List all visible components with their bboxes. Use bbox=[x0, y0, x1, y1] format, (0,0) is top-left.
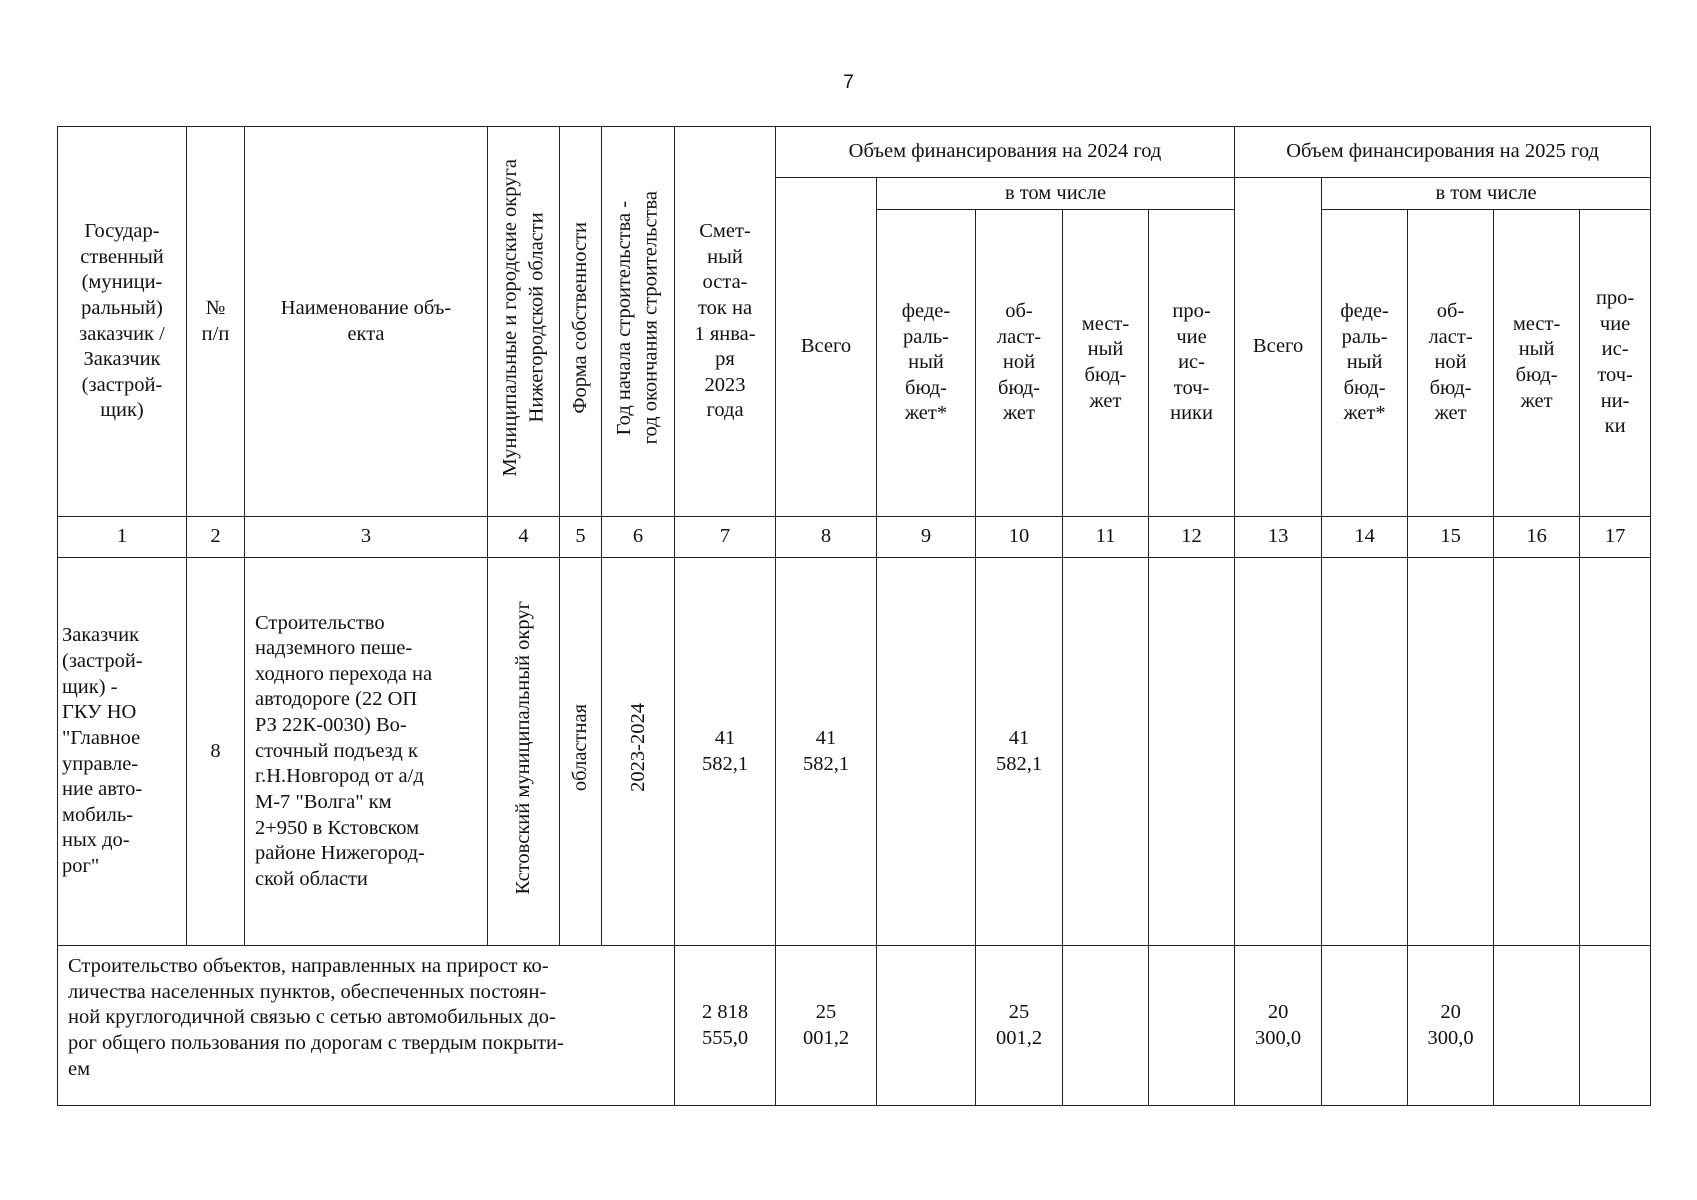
row-other-2024 bbox=[1149, 558, 1235, 946]
header-municipality-cell bbox=[488, 127, 560, 517]
header-federal-2025: феде- раль- ный бюд- жет* bbox=[1322, 210, 1408, 517]
summary-label: Строительство объектов, направленных на прирост ко- личества населенных пунктов, обеспеченных постоян- ной круглогодичной связью с сетью автомобильных до- рог общего пользования по дорогам с твердым покрыти- ем bbox=[58, 946, 675, 1106]
header-other-2025: про- чие ис- точ- ни- ки bbox=[1580, 210, 1651, 517]
row-years-cell bbox=[602, 558, 675, 946]
header-ownership: Форма собственности bbox=[569, 221, 592, 414]
row-years: 2023-2024 bbox=[626, 703, 649, 793]
row-federal-2024 bbox=[877, 558, 976, 946]
table-row bbox=[58, 558, 1651, 946]
summary-total-2024: 25 001,2 bbox=[776, 946, 877, 1106]
header-other-2024: про- чие ис- точ- ники bbox=[1149, 210, 1235, 517]
row-local-2024 bbox=[1063, 558, 1149, 946]
column-number: 4 bbox=[488, 517, 560, 558]
page-number: 7 bbox=[843, 72, 854, 93]
row-total-2024: 41 582,1 bbox=[776, 558, 877, 946]
column-number: 11 bbox=[1063, 517, 1149, 558]
column-number: 9 bbox=[877, 517, 976, 558]
column-number: 5 bbox=[560, 517, 602, 558]
summary-other-2025 bbox=[1580, 946, 1651, 1106]
header-including-2025: в том числе bbox=[1322, 178, 1651, 210]
row-other-2025 bbox=[1580, 558, 1651, 946]
row-customer: Заказчик (застрой- щик) - ГКУ НО "Главное управле- ние авто- мобиль- ных до- рог" bbox=[58, 558, 187, 946]
summary-total-2025: 20 300,0 bbox=[1235, 946, 1322, 1106]
header-ownership-cell bbox=[560, 127, 602, 517]
header-including-2024: в том числе bbox=[877, 178, 1235, 210]
column-number: 1 bbox=[58, 517, 187, 558]
summary-local-2025 bbox=[1494, 946, 1580, 1106]
summary-regional-2024: 25 001,2 bbox=[976, 946, 1063, 1106]
summary-federal-2025 bbox=[1322, 946, 1408, 1106]
summary-estimated-remainder: 2 818 555,0 bbox=[675, 946, 776, 1106]
summary-other-2024 bbox=[1149, 946, 1235, 1106]
header-federal-2024: феде- раль- ный бюд- жет* bbox=[877, 210, 976, 517]
row-ownership-cell bbox=[560, 558, 602, 946]
row-total-2025 bbox=[1235, 558, 1322, 946]
summary-regional-2025: 20 300,0 bbox=[1408, 946, 1494, 1106]
column-number: 2 bbox=[187, 517, 245, 558]
header-local-2025: мест- ный бюд- жет bbox=[1494, 210, 1580, 517]
row-object-name: Строительство надземного пеше- ходного перехода на автодороге (22 ОП РЗ 22К-0030) Во- сточный подъезд к г.Н.Новгород от а/д М-7 "Волга" км 2+950 в Кстовском районе Нижегород- ской области bbox=[245, 558, 488, 946]
row-municipality: Кстовский муниципальный округ bbox=[512, 600, 535, 895]
row-number: 8 bbox=[187, 558, 245, 946]
header-object-name: Наименование объ- екта bbox=[245, 127, 488, 517]
header-funding-2024: Объем финансирования на 2024 год bbox=[776, 127, 1235, 178]
row-regional-2025 bbox=[1408, 558, 1494, 946]
header-local-2024: мест- ный бюд- жет bbox=[1063, 210, 1149, 517]
row-local-2025 bbox=[1494, 558, 1580, 946]
row-federal-2025 bbox=[1322, 558, 1408, 946]
summary-row bbox=[58, 946, 1651, 1106]
header-funding-2025: Объем финансирования на 2025 год bbox=[1235, 127, 1651, 178]
financing-table bbox=[57, 126, 1651, 1106]
header-row-1 bbox=[58, 127, 1651, 178]
column-number: 12 bbox=[1149, 517, 1235, 558]
column-number: 16 bbox=[1494, 517, 1580, 558]
row-estimated-remainder: 41 582,1 bbox=[675, 558, 776, 946]
column-number: 3 bbox=[245, 517, 488, 558]
header-customer: Государ- ственный (муници- pальный) заказчик / Заказчик (застрой- щик) bbox=[58, 127, 187, 517]
row-municipality-cell bbox=[488, 558, 560, 946]
header-years: Год начала строительства - год окончания строительства bbox=[613, 190, 662, 445]
header-municipality: Муниципальные и городские округа Нижегородской области bbox=[498, 158, 548, 477]
column-number: 6 bbox=[602, 517, 675, 558]
column-number: 10 bbox=[976, 517, 1063, 558]
column-number: 8 bbox=[776, 517, 877, 558]
column-number-row bbox=[58, 517, 1651, 558]
header-number: № п/п bbox=[187, 127, 245, 517]
column-number: 15 bbox=[1408, 517, 1494, 558]
column-number: 7 bbox=[675, 517, 776, 558]
column-number: 14 bbox=[1322, 517, 1408, 558]
column-number: 13 bbox=[1235, 517, 1322, 558]
header-regional-2024: об- ласт- ной бюд- жет bbox=[976, 210, 1063, 517]
header-years-cell bbox=[602, 127, 675, 517]
row-ownership: областная bbox=[569, 704, 592, 792]
header-total-2025: Всего bbox=[1235, 178, 1322, 517]
summary-federal-2024 bbox=[877, 946, 976, 1106]
header-total-2024: Всего bbox=[776, 178, 877, 517]
summary-local-2024 bbox=[1063, 946, 1149, 1106]
row-regional-2024: 41 582,1 bbox=[976, 558, 1063, 946]
header-regional-2025: об- ласт- ной бюд- жет bbox=[1408, 210, 1494, 517]
column-number: 17 bbox=[1580, 517, 1651, 558]
header-estimated-remainder: Смет- ный оста- ток на 1 янва- ря 2023 года bbox=[675, 127, 776, 517]
